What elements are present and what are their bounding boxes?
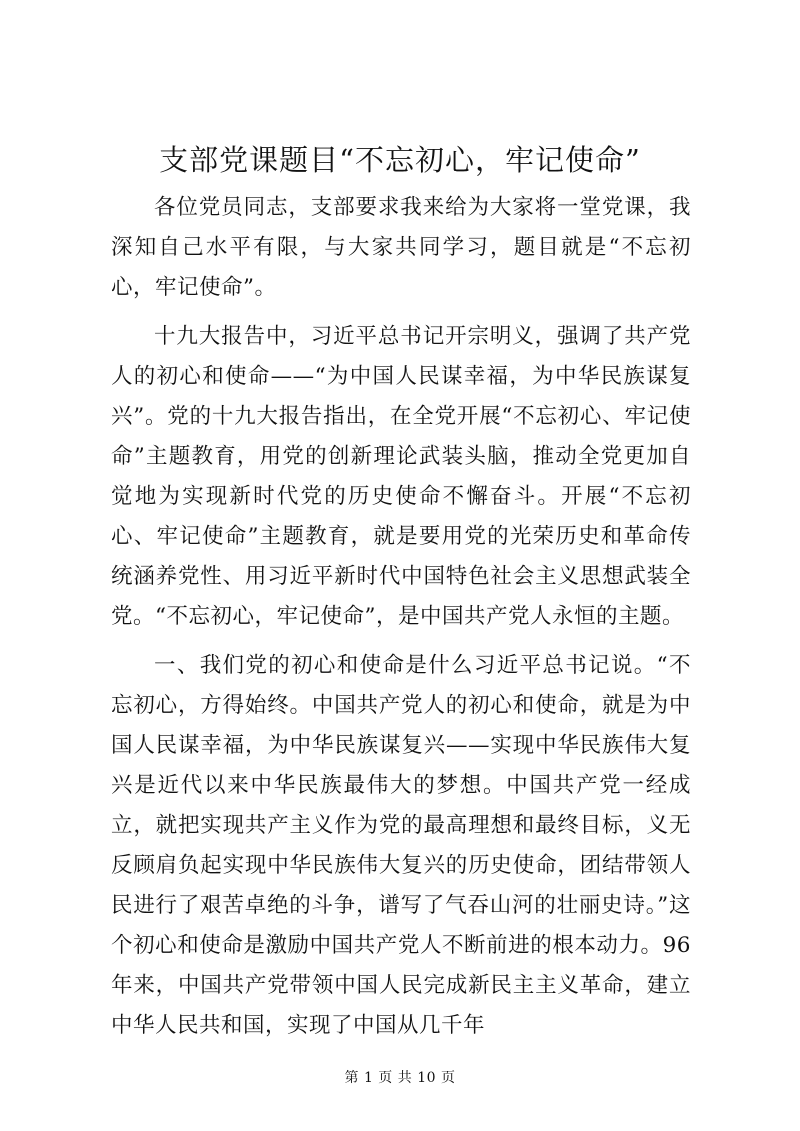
paragraph-section-one: 一、我们党的初心和使命是什么习近平总书记说。“不忘初心，方得始终。中国共产党人的初心和使命，就是为中国人民谋幸福，为中华民族谋复兴——实现中华民族伟大复兴是近代以来中华民族最伟大的梦想。中国共产党一经成立，就把实现共产主义作为党的最高理想和最终目标，义无反顾肩负起实现中华民族伟大复兴的历史使命，团结带领人民进行了艰苦卓绝的斗争，谱写了气吞山河的壮丽史诗。”这个初心和使命是激励中国共产党人不断前进的根本动力。96年来，中国共产党带领中国人民完成新民主主义革命，建立中华人民共和国，实现了中国从几千年 (111, 653, 691, 1038)
document-title: 支部党课题目“不忘初心，牢记使命” (159, 143, 641, 177)
page-number-footer: 第 1 页 共 10 页 (344, 1070, 456, 1086)
document-body (111, 188, 691, 1046)
paragraph-intro: 各位党员同志，支部要求我来给为大家将一堂党课，我深知自己水平有限，与大家共同学习，题目就是“不忘初心，牢记使命”。 (111, 195, 691, 300)
paragraph-report: 十九大报告中，习近平总书记开宗明义，强调了共产党人的初心和使命——“为中国人民谋幸福，为中华民族谋复兴”。党的十九大报告指出，在全党开展“不忘初心、牢记使命”主题教育，用党的创新理论武装头脑，推动全党更加自觉地为实现新时代党的历史使命不懈奋斗。开展“不忘初心、牢记使命”主题教育，就是要用党的光荣历史和革命传统涵养党性、用习近平新时代中国特色社会主义思想武装全党。“不忘初心，牢记使命”，是中国共产党人永恒的主题。 (111, 324, 691, 629)
